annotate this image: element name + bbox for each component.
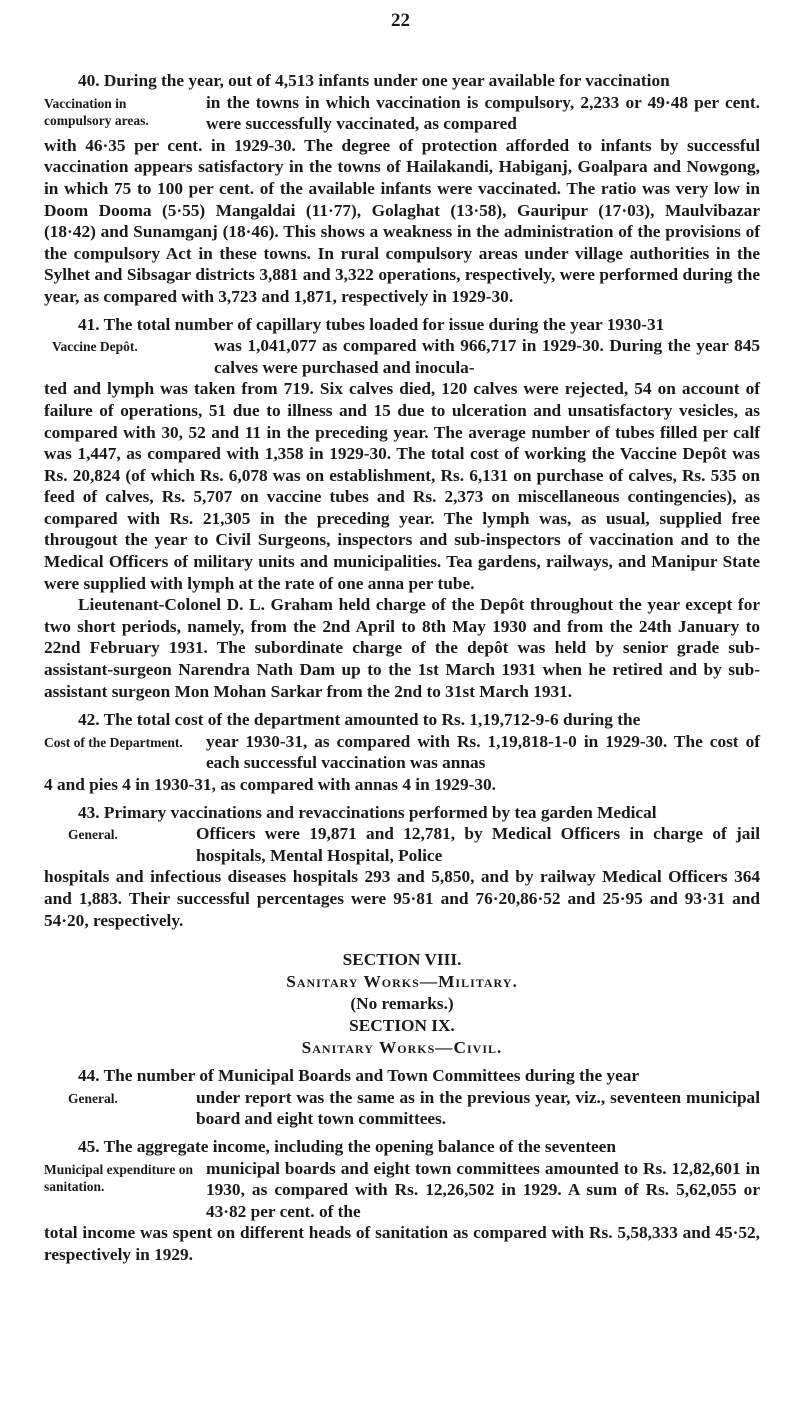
paragraph-44 <box>44 1065 760 1130</box>
sidenote-general-44: General. <box>68 1090 118 1106</box>
paragraph-42-lead: 42. The total cost of the department amounted to Rs. 1,19,712-9-6 during the <box>78 710 641 730</box>
section-8-note: (No remarks.) <box>350 994 454 1014</box>
paragraph-42-side-text: year 1930-31, as compared with Rs. 1,19,818-1-0 in 1929-30. The cost of each successful vaccination was annas <box>206 731 760 773</box>
paragraph-41-lead: 41. The total number of capillary tubes loaded for issue during the year 1930-31 <box>78 314 665 334</box>
paragraph-43 <box>44 802 760 932</box>
paragraph-41-side-text: was 1,041,077 as compared with 966,717 in 1929-30. During the year 845 calves were purchased and inocula- <box>214 336 760 377</box>
sidenote-cost-department: Cost of the Department. <box>44 734 183 750</box>
sidenote-vaccination-compulsory: Vaccination in compulsory areas. <box>44 95 149 128</box>
section-8 <box>44 949 760 1015</box>
sidenote-vaccine-depot: Vaccine Depôt. <box>52 339 138 355</box>
section-9 <box>44 1015 760 1059</box>
section-8-title: SECTION VIII. <box>342 950 462 970</box>
section-9-subtitle: Sanitary Works—Civil. <box>301 1038 503 1058</box>
paragraph-45 <box>44 1136 760 1266</box>
paragraph-41-body-2: Lieutenant-Colonel D. L. Graham held charge of the Depôt throughout the year except for two short periods, namely, from the 2nd April to 8th May 1930 and from the 24th January to 22nd February 1931. The subordinate charge of the depôt was held by senior grade sub-assistant-surgeon Narendra Nath Dam up to the 1st March 1931 when he retired and by sub-assistant surgeon Mon Mohan Sarkar from the 2nd to 31st March 1931. <box>44 595 760 701</box>
paragraph-44-lead: 44. The number of Municipal Boards and Town Committees during the year <box>78 1066 640 1086</box>
paragraph-40-side-text: in the towns in which vaccination is compulsory, 2,233 or 49·48 per cent. were successfully vaccinated, as compared <box>206 92 760 134</box>
section-8-subtitle: Sanitary Works—Military. <box>286 972 518 992</box>
paragraph-40-body: with 46·35 per cent. in 1929-30. The degree of protection afforded to infants by successful vaccination appears satisfactory in the towns of Hailakandi, Habiganj, Goalpara and Nowgong, in which 75 to 100 per cent. of the available infants were vaccinated. The ratio was very low in Doom Dooma (5·55) Mangaldai (11·77), Golaghat (13·58), Gauripur (17·03), Maulvibazar (18·42) and Sunamganj (18·46). This shows a weakness in the administration of the provisions of the compulsory Act in these towns. In rural compulsory areas under village authorities in the Sylhet and Sibsagar districts 3,881 and 3,322 operations, respectively, were performed during the year, as compared with 3,723 and 1,871, respectively in 1929-30. <box>44 135 760 306</box>
paragraph-45-body: total income was spent on different heads of sanitation as compared with Rs. 5,58,333 and 45·52, respectively in 1929. <box>44 1223 760 1264</box>
paragraph-44-side-text: under report was the same as in the previous year, viz., seventeen municipal board and eight town committees. <box>196 1087 760 1129</box>
paragraph-45-lead: 45. The aggregate income, including the opening balance of the seventeen <box>78 1136 616 1156</box>
sidenote-municipal-expenditure: Municipal expenditure on sanitation. <box>44 1161 194 1194</box>
paragraph-42-body: 4 and pies 4 in 1930-31, as compared with annas 4 in 1929-30. <box>44 775 496 794</box>
paragraph-43-lead: 43. Primary vaccinations and revaccinations performed by tea garden Medical <box>78 802 657 822</box>
paragraph-40 <box>44 70 760 308</box>
paragraph-42 <box>44 709 760 795</box>
paragraph-43-body: hospitals and infectious diseases hospitals 293 and 5,850, and by railway Medical Officers 364 and 1,883. Their successful percentages were 95·81 and 76·20,86·52 and 25·95 and 93·31 and 54·20, respectively. <box>44 867 760 930</box>
page-number: 22 <box>391 10 410 31</box>
paragraph-41 <box>44 314 760 703</box>
paragraph-43-side-text: Officers were 19,871 and 12,781, by Medical Officers in charge of jail hospitals, Mental Hospital, Police <box>196 824 760 865</box>
paragraph-40-lead: 40. During the year, out of 4,513 infants under one year available for vaccination <box>78 71 670 90</box>
paragraph-45-side-text: municipal boards and eight town committees amounted to Rs. 12,82,601 in 1930, as compared with Rs. 12,26,502 in 1929. A sum of Rs. 5,62,055 or 43·82 per cent. of the <box>206 1158 760 1221</box>
section-9-title: SECTION IX. <box>349 1016 455 1036</box>
page-content <box>44 70 760 1266</box>
sidenote-general-43: General. <box>68 827 118 843</box>
paragraph-41-body: ted and lymph was taken from 719. Six calves died, 120 calves were rejected, 54 on account of failure of operations, 51 due to illness and 15 due to ulceration and unsatisfactory vesicles, as compared with 30, 52 and 11 in the preceding year. The average number of tubes filled per calf was 1,447, as compared with 1,358 in 1929-30. The total cost of working the Vaccine Depôt was Rs. 20,824 (of which Rs. 6,078 was on establishment, Rs. 6,131 on purchase of calves, Rs. 535 on feed of calves, Rs. 5,707 on vaccine tubes and Rs. 2,373 on miscellaneous contingencies), as compared with Rs. 21,305 in the preceding year. The lymph was, as usual, supplied free througout the year to Civil Surgeons, inspectors and sub-inspectors of vaccination and to the Medical Officers of military units and municipalities. Tea gardens, railways, and Manipur State were supplied with lymph at the rate of one anna per tube. <box>44 379 760 593</box>
